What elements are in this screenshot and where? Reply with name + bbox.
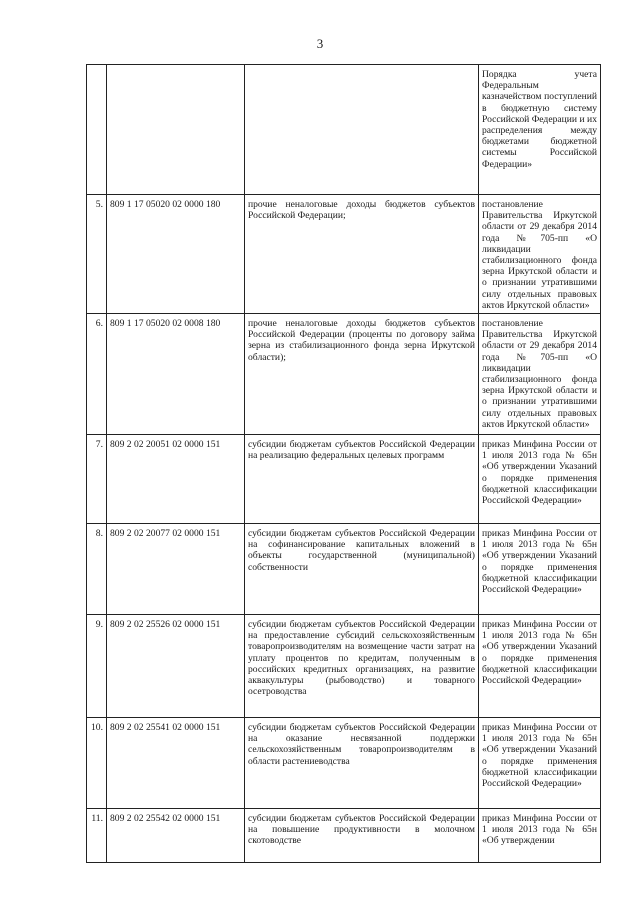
page-number: 3 [316, 36, 324, 51]
table-row [87, 615, 601, 718]
budget-code [107, 65, 245, 195]
row-number: 11. [87, 809, 107, 863]
table-row [87, 314, 601, 435]
legal-basis: приказ Минфина России от 1 июля 2013 года № 65н «Об утверждении Указаний о порядке применения бюджетной классификации Российской Федерации» [479, 524, 601, 615]
legal-basis: приказ Минфина России от 1 июля 2013 года № 65н «Об утверждении Указаний о порядке применения бюджетной классификации Российской Федерации» [479, 718, 601, 809]
revenue-description: прочие неналоговые доходы бюджетов субъектов Российской Федерации (проценты по договору займа зерна из стабилизационного фонда зерна Иркутской области); [245, 314, 479, 435]
row-number: 7. [87, 435, 107, 524]
revenue-description [245, 65, 479, 195]
row-number [87, 65, 107, 195]
budget-code: 809 2 02 20077 02 0000 151 [107, 524, 245, 615]
table-row [87, 195, 601, 314]
budget-code: 809 1 17 05020 02 0008 180 [107, 314, 245, 435]
row-number: 10. [87, 718, 107, 809]
budget-code: 809 1 17 05020 02 0000 180 [107, 195, 245, 314]
legal-basis: Порядка учета Федеральным казначейством поступлений в бюджетную систему Российской Федерации и их распределения между бюджетами бюджетной системы Российской Федерации» [479, 65, 601, 195]
table-row [87, 65, 601, 195]
revenue-description: субсидии бюджетам субъектов Российской Федерации на реализацию федеральных целевых программ [245, 435, 479, 524]
revenue-description: субсидии бюджетам субъектов Российской Федерации на софинансирование капитальных вложений в объекты государственной (муниципальной) собственности [245, 524, 479, 615]
revenue-description: субсидии бюджетам субъектов Российской Федерации на повышение продуктивности в молочном скотоводстве [245, 809, 479, 863]
legal-basis: постановление Правительства Иркутской области от 29 декабря 2014 года №705-пп «О ликвидации стабилизационного фонда зерна Иркутской области и о признании утратившими силу отдельных правовых актов Иркутской области» [479, 195, 601, 314]
revenue-codes-table [86, 64, 601, 863]
budget-code: 809 2 02 25541 02 0000 151 [107, 718, 245, 809]
legal-basis: приказ Минфина России от 1 июля 2013 года № 65н «Об утверждении Указаний о порядке применения бюджетной классификации Российской Федерации» [479, 615, 601, 718]
legal-basis: приказ Минфина России от 1 июля 2013 года № 65н «Об утверждении Указаний о порядке применения бюджетной классификации Российской Федерации» [479, 435, 601, 524]
table-row [87, 435, 601, 524]
revenue-description: прочие неналоговые доходы бюджетов субъектов Российской Федерации; [245, 195, 479, 314]
revenue-description: субсидии бюджетам субъектов Российской Федерации на предоставление субсидий сельскохозяйственным товаропроизводителям на возмещение части затрат на уплату процентов по кредитам, полученным в российских кредитных организациях, на развитие аквакультуры (рыбоводство) и товарного осетроводства [245, 615, 479, 718]
budget-code: 809 2 02 20051 02 0000 151 [107, 435, 245, 524]
legal-basis: приказ Минфина России от 1 июля 2013 года № 65н «Об утверждении [479, 809, 601, 863]
row-number: 9. [87, 615, 107, 718]
row-number: 5. [87, 195, 107, 314]
table-row [87, 809, 601, 863]
budget-code: 809 2 02 25542 02 0000 151 [107, 809, 245, 863]
table-row [87, 524, 601, 615]
table-row [87, 718, 601, 809]
row-number: 8. [87, 524, 107, 615]
budget-code: 809 2 02 25526 02 0000 151 [107, 615, 245, 718]
row-number: 6. [87, 314, 107, 435]
legal-basis: постановление Правительства Иркутской области от 29 декабря 2014 года №705-пп «О ликвидации стабилизационного фонда зерна Иркутской области и о признании утратившими силу отдельных правовых актов Иркутской области» [479, 314, 601, 435]
revenue-description: субсидии бюджетам субъектов Российской Федерации на оказание несвязанной поддержки сельскохозяйственным товаропроизводителям в области растениеводства [245, 718, 479, 809]
